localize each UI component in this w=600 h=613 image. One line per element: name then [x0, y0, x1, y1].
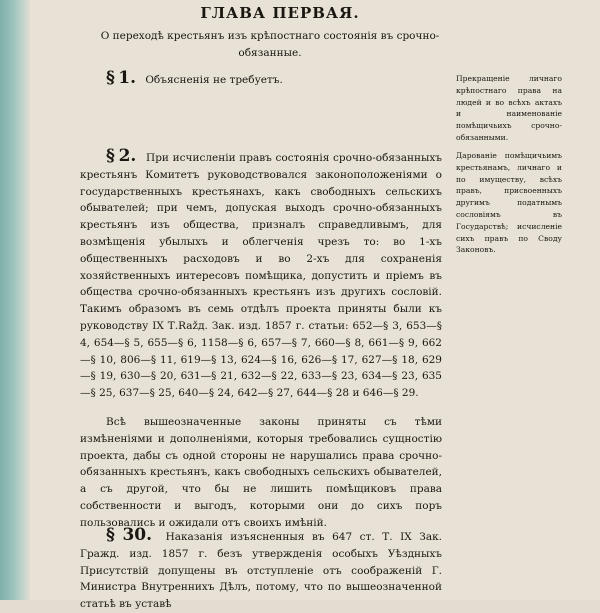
section-text: Наказанія изъясненныя въ 647 ст. Т. IX Зак. Гражд. изд. 1857 г. безъ утвержденія особыхъ Уѣздныхъ Присутствій допущены въ отступленіе отъ соображеній Г. Министра Внутреннихъ Дѣлъ, потому, что по вышеозначенной статьѣ въ уставѣ — [80, 531, 442, 611]
section-mark: § — [106, 68, 115, 88]
section-number: 30. — [122, 525, 153, 545]
section-mark: § — [106, 146, 115, 166]
book-spine-edge — [0, 0, 30, 600]
document-page — [30, 0, 600, 611]
margin-note-text: Дарованіе помѣщичьимъ крестьянамъ, личнаго и по имуществу, всѣхъ правъ, присвоенныхъ другимъ податнымъ сословіямъ въ Государствѣ; исчисленіе сихъ правъ по Своду Законовъ. — [456, 151, 562, 255]
chapter-subtitle: О переходѣ крестьянъ изъ крѣпостнаго состоянія въ срочно-обязанные. — [100, 30, 440, 59]
chapter-title: ГЛАВА ПЕРВАЯ. — [200, 4, 360, 22]
section-30 — [80, 527, 442, 613]
section-mark: § — [106, 525, 115, 545]
section-2 — [80, 148, 442, 402]
section-number: 1. — [118, 68, 136, 88]
paragraph-text: Всѣ вышеозначенные законы приняты съ тѣми измѣненіями и дополненіями, которыя требовались сущностію проекта, дабы съ одной стороны не нарушались права срочно-обязанныхъ крестьянъ, какъ свободныхъ сельскихъ обывателей, а съ другой, что бы не лишить помѣщиковъ права собственности и выгодъ, которыми они до сихъ поръ пользовались и ожидали отъ своихъ имѣній. — [80, 416, 442, 529]
paragraph-laws-adopted — [80, 414, 442, 532]
section-number: 2. — [118, 146, 137, 166]
margin-note-1 — [456, 73, 562, 144]
margin-note-2 — [456, 150, 562, 256]
section-text: При исчисленіи правъ состоянія срочно-обязанныхъ крестьянъ Комитетъ руководствовался законоположеніями о государственныхъ крестьянахъ, какъ свободныхъ сельскихъ обывателей; при чемъ, допуская выходъ срочно-обязанныхъ крестьянъ изъ общества, призналъ справедливымъ, для возмѣщенія убылыхъ и облегченія чрезъ то: во 1-хъ общественныхъ расходовъ и во 2-хъ для сохраненія хозяйственныхъ интересовъ помѣщика, допустить и пріемъ въ общества срочно-обязанныхъ крестьянъ изъ другихъ сословій. Такимъ образомъ въ семь отдѣлъ проекта приняты были къ руководству IX Т.Ražд. Зак. изд. 1857 г. статьи: 652—§ 3, 653—§ 4, 654—§ 5, 655—§ 6, 1158—§ 6, 657—§ 7, 660—§ 8, 661—§ 9, 662—§ 10, 806—§ 11, 619—§ 13, 624—§ 16, 626—§ 17, 627—§ 18, 629—§ 19, 630—§ 20, 631—§ 21, 632—§ 22, 633—§ 23, 634—§ 23, 635—§ 25, 637—§ 25, 640—§ 24, 642—§ 27, 644—§ 28 и 646—§ 29. — [80, 152, 442, 400]
section-text: Объясненія не требуетъ. — [145, 74, 283, 86]
section-1 — [80, 70, 442, 89]
margin-note-text: Прекращеніе личнаго крѣпостнаго права на людей и во всѣхъ актахъ и наименованіе помѣщичьихъ срочно-обязанными. — [456, 74, 562, 142]
